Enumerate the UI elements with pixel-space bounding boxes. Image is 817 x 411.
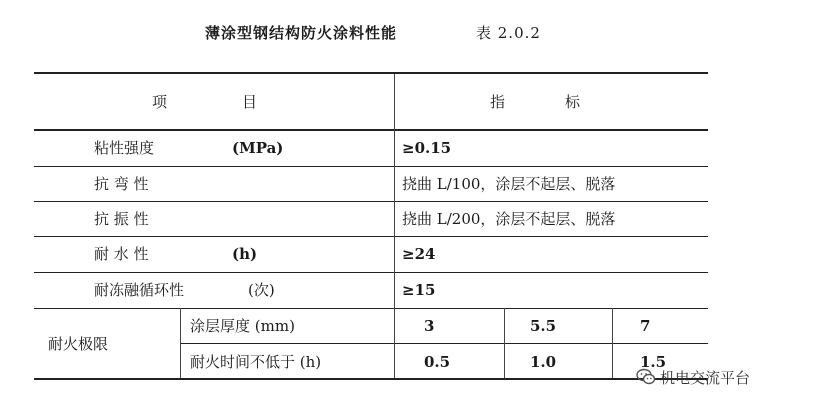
header-item: 项 目 [152,93,258,111]
row-value: ≥24 [402,245,436,263]
thickness-value: 7 [640,317,651,335]
row-value: ≥15 [402,281,436,299]
wechat-icon [636,368,656,386]
row-unit: (MPa) [232,139,284,157]
row-item: 抗 振 性 [94,210,149,228]
time-value: 1.5 [640,353,667,371]
row-value: 挠曲 L/100，涂层不起层、脱落 [402,175,616,193]
table-bottom-rule [34,378,708,380]
time-label: 耐火时间不低于 (h) [190,353,322,371]
row-value: ≥0.15 [402,139,452,157]
header-indicator: 指 标 [490,93,581,111]
value-divider [612,308,613,378]
time-value: 0.5 [424,353,451,371]
thickness-value: 5.5 [530,317,557,335]
thickness-value: 3 [424,317,435,335]
thickness-label: 涂层厚度 (mm) [190,317,295,335]
performance-table [34,72,708,382]
row-item: 抗 弯 性 [94,175,149,193]
table-top-rule [34,72,708,74]
fire-label-divider [180,308,181,378]
row-rule [34,308,708,309]
fire-inner-rule [180,343,708,344]
row-unit: (h) [232,245,258,263]
table-title: 薄涂型钢结构防火涂料性能 [205,24,398,42]
watermark-text: 机电交流平台 [660,368,751,387]
row-rule [34,236,708,237]
row-rule [34,201,708,202]
table-caption [0,22,817,46]
row-item: 耐 水 性 [94,245,149,263]
row-item: 粘性强度 [94,139,155,157]
row-rule [34,166,708,167]
fire-limit-label: 耐火极限 [48,335,109,353]
time-value: 1.0 [530,353,557,371]
row-unit: (次) [248,281,275,299]
column-divider [394,74,395,378]
row-item: 耐冻融循环性 [94,281,185,299]
row-rule [34,272,708,273]
watermark [636,366,750,388]
header-rule [34,129,708,131]
value-divider [504,308,505,378]
table-number: 表 2.0.2 [476,24,541,42]
row-value: 挠曲 L/200，涂层不起层、脱落 [402,210,616,228]
